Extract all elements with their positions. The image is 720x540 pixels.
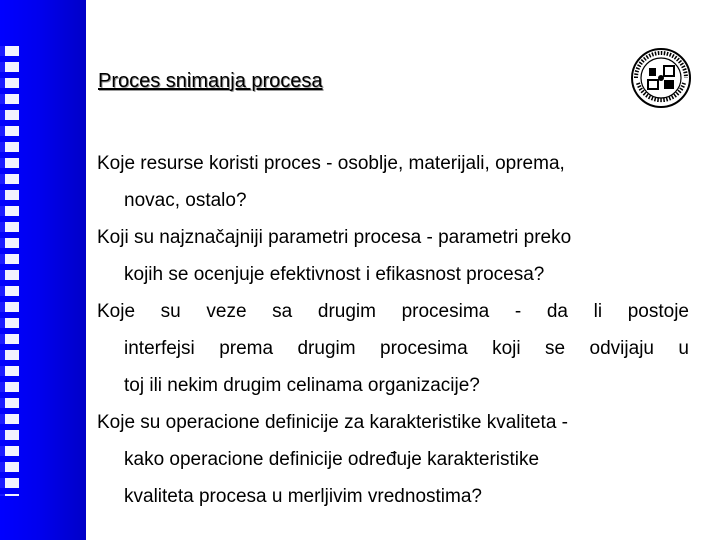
list-item-line: novac, ostalo? (124, 190, 247, 211)
list-item (97, 404, 689, 515)
list-item-line: kvaliteta procesa u merljivim vrednostima? (124, 486, 482, 507)
list-item (97, 293, 689, 404)
university-seal-icon (630, 47, 692, 109)
list-item-line: kako operacione definicije određuje karakteristike (124, 449, 540, 470)
list-item-line: Koje resurse koristi proces - osoblje, materijali, oprema, (97, 153, 565, 174)
bullet-list (97, 145, 689, 515)
blue-sidebar (0, 0, 86, 540)
list-item-line: Koji su najznačajniji parametri procesa - parametri preko (97, 227, 572, 248)
list-item-line: Koje su operacione definicije za karakteristike kvaliteta - (97, 412, 569, 433)
list-item-line: interfejsi prema drugim procesima koji se odvijaju u (124, 338, 689, 359)
slide-title: Proces snimanja procesa (98, 70, 323, 92)
list-item (97, 145, 689, 219)
list-item-line: kojih se ocenjuje efektivnost i efikasnost procesa? (124, 264, 545, 285)
list-item (97, 219, 689, 293)
sidebar-square-pattern (5, 46, 19, 496)
list-item-line: toj ili nekim drugim celinama organizacije? (124, 375, 480, 396)
list-item-line: Koje su veze sa drugim procesima - da li postoje (97, 301, 689, 322)
